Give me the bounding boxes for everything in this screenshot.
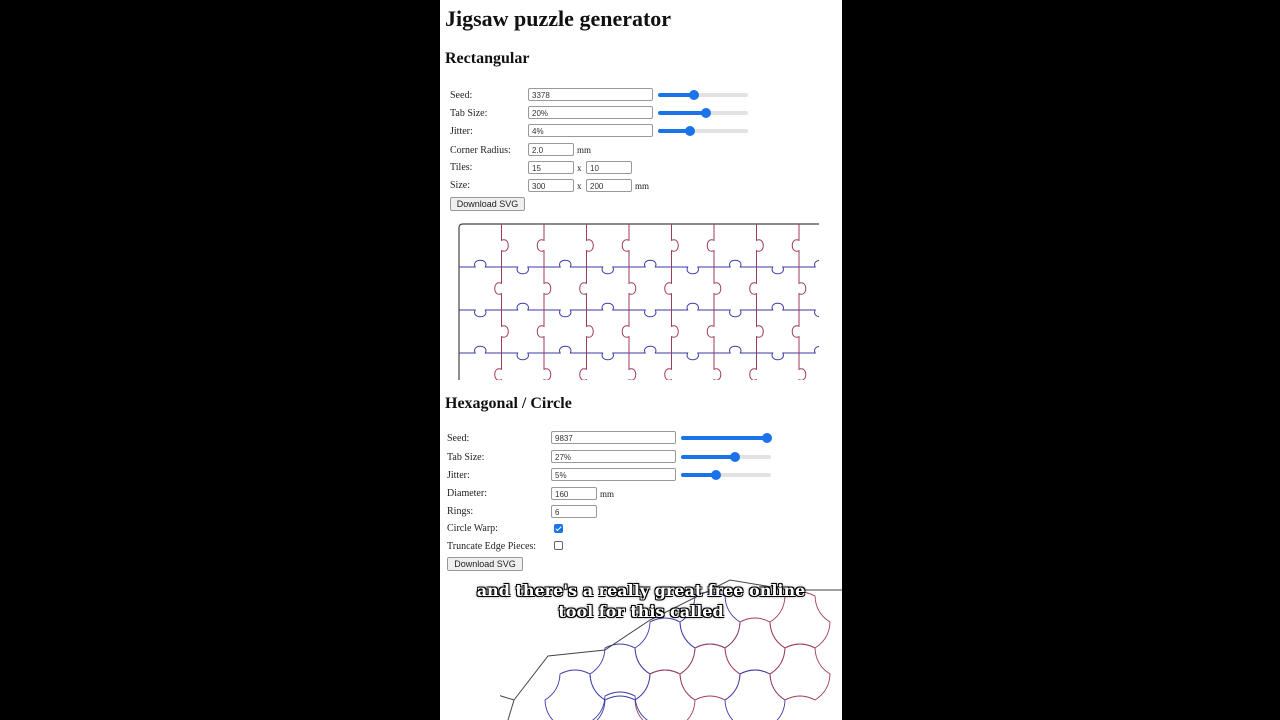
rect-tiles-label: Tiles: — [450, 162, 473, 173]
rect-seed-label: Seed: — [450, 90, 473, 101]
hex-circle-warp-label: Circle Warp: — [447, 523, 498, 534]
rect-size-unit: mm — [635, 181, 650, 191]
hex-rings-input[interactable]: 6 — [551, 505, 597, 518]
video-caption — [440, 580, 842, 622]
rect-size-separator: x — [577, 181, 582, 191]
hex-puzzle-piece — [635, 670, 695, 720]
rect-tiles-y-input[interactable]: 10 — [586, 161, 632, 174]
rect-tab-size-input[interactable]: 20% — [528, 106, 653, 119]
hex-diameter-label: Diameter: — [447, 488, 487, 499]
hex-seed-slider[interactable] — [681, 432, 771, 444]
rect-jitter-slider[interactable] — [658, 125, 748, 137]
puzzle-cut-horizontal — [459, 346, 819, 360]
caption-line-2: tool for this called — [558, 602, 724, 621]
hex-rings-label: Rings: — [447, 506, 474, 517]
puzzle-cut-vertical — [707, 224, 721, 380]
puzzle-cut-horizontal — [459, 303, 819, 317]
hex-jitter-label: Jitter: — [447, 470, 470, 481]
caption-line-1: and there's a really great free online — [476, 581, 806, 600]
hex-puzzle-border — [500, 692, 514, 720]
puzzle-cut-vertical — [750, 224, 764, 380]
rect-corner-radius-label: Corner Radius: — [450, 145, 511, 156]
rect-jitter-input[interactable]: 4% — [528, 124, 653, 137]
puzzle-cut-horizontal — [459, 260, 819, 274]
hex-puzzle-piece — [770, 644, 830, 700]
rect-tiles-separator: x — [577, 163, 582, 173]
rect-tiles-x-input[interactable]: 15 — [528, 161, 574, 174]
rect-size-label: Size: — [450, 180, 470, 191]
hex-puzzle-piece — [545, 670, 605, 720]
hex-jitter-input[interactable]: 5% — [551, 468, 676, 481]
rect-size-width-input[interactable]: 300 — [528, 179, 574, 192]
puzzle-cut-vertical — [495, 224, 509, 380]
rect-seed-input[interactable]: 3378 — [528, 88, 653, 101]
hex-diameter-unit: mm — [600, 489, 615, 499]
rect-corner-radius-input[interactable]: 2.0 — [528, 143, 574, 156]
rect-size-height-input[interactable]: 200 — [586, 179, 632, 192]
hexagonal-heading: Hexagonal / Circle — [445, 395, 572, 412]
puzzle-border — [459, 224, 819, 380]
hex-puzzle-piece — [635, 618, 695, 674]
rect-seed-slider[interactable] — [658, 89, 748, 101]
rect-download-svg-button[interactable]: Download SVG — [450, 197, 525, 211]
puzzle-cut-vertical — [537, 224, 551, 380]
rect-tab-size-slider[interactable] — [658, 107, 748, 119]
puzzle-cut-vertical — [665, 224, 679, 380]
hex-tab-size-slider[interactable] — [681, 451, 771, 463]
rect-tab-size-label: Tab Size: — [450, 108, 488, 119]
hex-truncate-edge-label: Truncate Edge Pieces: — [447, 541, 537, 552]
hex-puzzle-piece — [725, 670, 785, 720]
rect-jitter-label: Jitter: — [450, 126, 473, 137]
hex-download-svg-button[interactable]: Download SVG — [447, 557, 523, 571]
rect-corner-radius-unit: mm — [577, 145, 592, 155]
rectangular-heading: Rectangular — [445, 50, 530, 67]
truncate-edge-pieces-checkbox[interactable] — [554, 541, 563, 550]
hex-seed-input[interactable]: 9837 — [551, 431, 676, 444]
hex-puzzle-piece — [680, 644, 740, 700]
puzzle-cut-vertical — [580, 224, 594, 380]
hex-tab-size-label: Tab Size: — [447, 452, 485, 463]
hex-tab-size-input[interactable]: 27% — [551, 450, 676, 463]
puzzle-cut-vertical — [622, 224, 636, 380]
circle-warp-checkbox[interactable] — [554, 524, 563, 533]
puzzle-cut-vertical — [792, 224, 806, 380]
hex-diameter-input[interactable]: 160 — [551, 487, 597, 500]
page-title: Jigsaw puzzle generator — [445, 6, 672, 31]
hex-seed-label: Seed: — [447, 433, 470, 444]
hex-puzzle-piece — [725, 618, 785, 674]
rectangular-puzzle-preview — [457, 222, 819, 380]
hex-jitter-slider[interactable] — [681, 469, 771, 481]
